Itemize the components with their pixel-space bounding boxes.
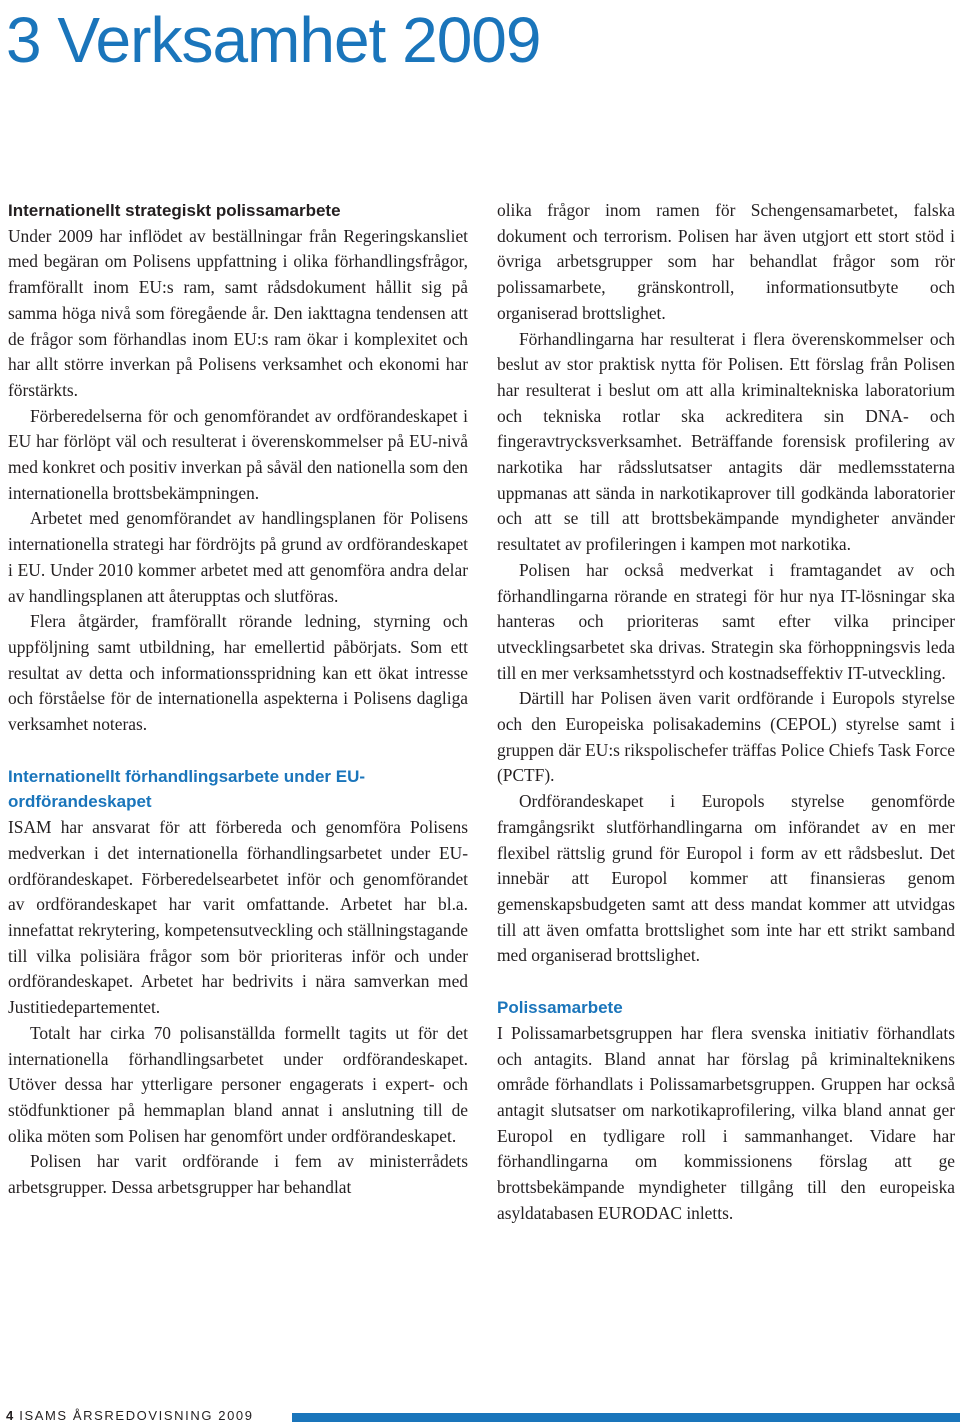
paragraph: Flera åtgärder, framförallt rörande ledning, styrning och uppföljning samt utbildning, har emellertid påbörjats. Som ett resultat av detta och informationsspridning kan ett ökat intresse och förståelse för de internationella aspekterna i Polisens dagliga verksamhet noteras. — [8, 611, 468, 735]
footer-label — [6, 1408, 254, 1424]
paragraph: Därtill har Polisen även varit ordförande i Europols styrelse och den Europeiska polisakademins (CEPOL) styrelse samt i gruppen där EU:s rikspolischefer träffas Police Chiefs Task Force (PCTF). — [497, 688, 955, 786]
paragraph: Förberedelserna för och genomförandet av ordförandeskapet i EU har förlöpt väl och resulterat i överenskommelser på EU-nivå med konkret och positiv inverkan på såväl den nationella som den internationella brottsbekämpningen. — [8, 405, 468, 503]
paragraph: ISAM har ansvarat för att förbereda och genomföra Polisens medverkan i det internationella förhandlingsarbetet under EU-ordförandeskapet. Förberedelsearbetet inför och genomförandet av ordförandeskapet har varit omfattande. Arbetet har bl.a. innefattat rekrytering, kompetensutveckling och ställningstagande till vilka polisiära frågor som bör prioriteras inför och under ordförandeskapet. Arbetet har bedrivits i nära samverkan med Justitiedepartementet. — [8, 817, 468, 1018]
paragraph: I Polissamarbetsgruppen har flera svenska initiativ förhandlats och antagits. Bland annat har förslag på kriminalteknikens område förhandlats i Polissamarbetsgruppen. Gruppen har också antagit slutsatser om narkotikaprofilering, vilka bland annat ger Europol en tydligare roll i sammanhanget. Vidare har förhandlingarna om kommissionens förslag att ge brottsbekämpande myndigheter tillgång till den europeiska asyldatabasen EURODAC inletts. — [497, 1022, 955, 1223]
page-number: 4 — [6, 1408, 14, 1423]
paragraph: Förhandlingarna har resulterat i flera överenskommelser och beslut av stor praktisk nytta för Polisen. Ett förslag från Polisen har resulterat i beslut om att alla kriminaltekniska laboratorium och tekniska rotlar ska ackreditera sin DNA- och fingeravtrycksverksamhet. Beträffande forensisk profilering av narkotika har rådsslutsatser antagits där medlemsstaterna uppmanas att sända in narkotikaprover till godkända laboratorier och att se till att brottsbekämpande myndigheter använder resultatet av profileringen i kampen mot narkotika. — [497, 328, 955, 555]
page-title: 3 Verksamhet 2009 — [6, 4, 541, 76]
publication-title: ISAMS ÅRSREDOVISNING 2009 — [19, 1408, 254, 1423]
paragraph: Ordförandeskapet i Europols styrelse genomförde framgångsrikt slutförhandlingarna om införandet av en mer flexibel rättslig grund för Europol i form av ett rådsbeslut. Det innebär att Europol kommer att finansieras genom gemenskapsbudgeten samt att dess mandat kommer att utvidgas till att även omfatta brottslighet som inte har ett strikt samband med organiserad brottslighet. — [497, 791, 955, 966]
paragraph: olika frågor inom ramen för Schengensamarbetet, falska dokument och terrorism. Polisen har även utgjort ett stort stöd i övriga arbetsgrupper som har behandlat frågor som rör polissamarbete, gränskontroll, informationsutbyte och organiserad brottslighet. — [497, 200, 955, 323]
paragraph: Under 2009 har inflödet av beställningar från Regeringskansliet med begäran om Polisens uppfattning i olika förhandlingsfrågor, framförallt inom EU:s ram, samt rådsdokument hållit sig på samma höga nivå som föregående år. Den iakttagna tendensen att de frågor som förhandlas inom EU:s ram ökar i komplexitet och har allt större inverkan på Polisens verksamhet och ekonomi har förstärkts. — [8, 225, 468, 400]
paragraph: Arbetet med genomförandet av handlingsplanen för Polisens internationella strategi har fördröjts på grund av ordförandeskapet i EU. Under 2010 kommer arbetet med att genomföra andra delar av handlingsplanen att återupptas och slutföras. — [8, 508, 468, 606]
paragraph: Polisen har också medverkat i framtagandet av och förhandlingarna rörande en strategi för hur nya IT-lösningar ska hanteras och prioriteras samt efter vilka principer utvecklingsarbetet ska drivas. Strategin ska förhoppningsvis leda till en mer verksamhetsstyrd och kostnadseffektiv IT-utveckling. — [497, 559, 955, 683]
paragraph: Totalt har cirka 70 polisanställda formellt tagits ut för det internationella förhandlingsarbetet under ordförandeskapet. Utöver dessa har ytterligare personer engagerats i expert- och stödfunktioner på hemmaplan bland annat i anslutning till de olika möten som Polisen har genomfört under ordförandeskapet. — [8, 1022, 468, 1146]
right-column — [497, 198, 955, 1226]
left-column — [8, 198, 468, 1201]
paragraph: Polisen har varit ordförande i fem av ministerrådets arbetsgrupper. Dessa arbetsgrupper har behandlat — [8, 1151, 468, 1198]
section-heading-strategiskt: Internationellt strategiskt polissamarbete — [8, 201, 341, 220]
section-heading-forhandlingsarbete: Internationellt förhandlingsarbete under EU-ordförandeskapet — [8, 766, 366, 812]
footer-bar — [292, 1413, 960, 1422]
section-heading-polissamarbete: Polissamarbete — [497, 998, 623, 1018]
